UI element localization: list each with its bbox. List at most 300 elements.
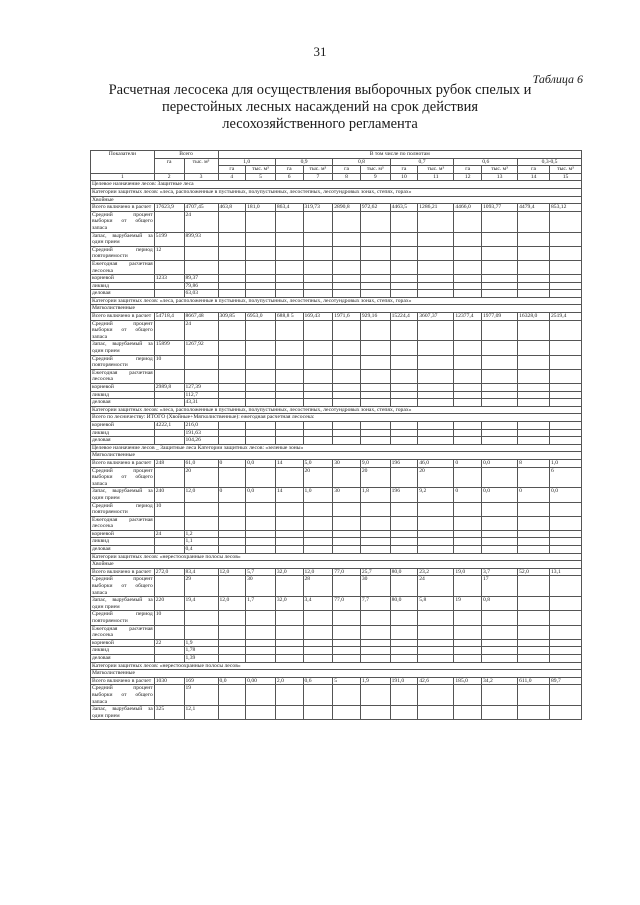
table-cell: 12,0 <box>218 597 246 611</box>
table-cell <box>360 341 390 355</box>
header-density-2: 0,9 <box>275 158 332 166</box>
section-label: Целевое назначение лесов _ Защитные леса Категории защитных лесов: «зеленые зоны» <box>91 444 582 452</box>
table-cell <box>390 290 418 298</box>
table-cell <box>246 355 276 369</box>
table-cell: 1,8 <box>360 488 390 502</box>
section-label: Категории защитных лесов: «нерестоохранные полосы лесов» <box>91 553 582 561</box>
table-cell <box>246 232 276 246</box>
table-cell <box>418 685 454 706</box>
document-title: Расчетная лесосека для осуществления выборочных рубок спелых и перестойных лесных насаждений на срок действия лесохозяйственного регламента <box>108 82 532 132</box>
table-row <box>91 204 582 212</box>
table-cell: 272,0 <box>154 568 184 576</box>
table-cell <box>218 399 246 407</box>
table-cell <box>454 290 482 298</box>
table-cell <box>518 232 550 246</box>
table-cell <box>482 320 518 341</box>
table-cell: 24 <box>418 576 454 597</box>
table-cell <box>246 260 276 274</box>
table-cell <box>454 467 482 488</box>
section-row <box>91 305 582 313</box>
table-cell <box>218 391 246 399</box>
table-cell <box>454 516 482 530</box>
table-cell <box>154 546 184 554</box>
table-cell <box>390 625 418 639</box>
table-cell <box>218 211 246 232</box>
table-cell <box>275 275 303 283</box>
table-row <box>91 391 582 399</box>
table-cell <box>303 546 333 554</box>
table-cell <box>184 516 218 530</box>
table-cell <box>550 530 582 538</box>
table-cell <box>218 625 246 639</box>
table-cell: 127,39 <box>184 384 218 392</box>
table-cell <box>303 516 333 530</box>
table-cell <box>360 516 390 530</box>
section-row <box>91 561 582 569</box>
table-cell <box>550 639 582 647</box>
table-cell <box>275 437 303 445</box>
table-cell: 0,0 <box>550 488 582 502</box>
table-row <box>91 232 582 246</box>
table-cell <box>303 391 333 399</box>
table-cell: 0,0 <box>218 677 246 685</box>
header-unit-volume: тыс. м³ <box>550 166 582 174</box>
table-cell: 191,0 <box>390 677 418 685</box>
table-cell <box>154 538 184 546</box>
table-cell <box>482 538 518 546</box>
table-cell <box>360 275 390 283</box>
table-cell: 1,2 <box>184 530 218 538</box>
table-cell <box>333 611 361 625</box>
table-cell: 12,0 <box>184 488 218 502</box>
table-cell: 1,7 <box>246 597 276 611</box>
table-cell: 3607,37 <box>418 313 454 321</box>
table-cell <box>333 706 361 720</box>
table-row <box>91 369 582 383</box>
table-cell <box>218 647 246 655</box>
table-cell <box>184 355 218 369</box>
table-cell <box>218 516 246 530</box>
row-label: Запас, вырубаемый за один прием <box>92 341 153 355</box>
table-cell <box>518 611 550 625</box>
table-cell <box>454 369 482 383</box>
table-cell: 9,0 <box>360 459 390 467</box>
table-cell <box>418 282 454 290</box>
table-cell: 220 <box>154 597 184 611</box>
table-cell <box>246 647 276 655</box>
row-label: Средний процент выборки от общего запаса <box>92 467 153 487</box>
table-cell <box>390 369 418 383</box>
table-cell <box>154 260 184 274</box>
table-cell <box>218 341 246 355</box>
table-cell <box>454 502 482 516</box>
table-cell <box>218 437 246 445</box>
table-cell <box>390 232 418 246</box>
table-cell <box>246 421 276 429</box>
table-cell: 89,37 <box>184 275 218 283</box>
table-cell <box>303 647 333 655</box>
table-cell <box>418 502 454 516</box>
table-cell: 240 <box>154 488 184 502</box>
table-cell <box>550 232 582 246</box>
column-number: 13 <box>482 173 518 181</box>
table-cell <box>418 647 454 655</box>
table-cell <box>360 399 390 407</box>
table-row <box>91 546 582 554</box>
table-cell <box>518 341 550 355</box>
table-cell <box>360 706 390 720</box>
table-cell <box>418 429 454 437</box>
table-cell: 1233 <box>154 275 184 283</box>
table-cell: 80,0 <box>390 597 418 611</box>
table-cell <box>550 246 582 260</box>
table-row <box>91 488 582 502</box>
section-label: Категории защитных лесов: «леса, расположенные в пустынных, полупустынных, лесостепных, лесотундровых зонах, степях, горах» <box>91 406 582 414</box>
table-cell <box>482 341 518 355</box>
row-label: корневой <box>91 384 155 392</box>
column-number: 1 <box>91 173 155 181</box>
table-cell <box>482 530 518 538</box>
table-cell <box>518 369 550 383</box>
table-cell: 12 <box>154 246 184 260</box>
table-cell <box>360 232 390 246</box>
table-cell <box>482 290 518 298</box>
table-cell <box>333 246 361 260</box>
table-cell <box>333 546 361 554</box>
table-cell <box>246 611 276 625</box>
table-cell <box>303 369 333 383</box>
table-cell <box>550 685 582 706</box>
table-cell <box>333 320 361 341</box>
header-unit-ha: га <box>275 166 303 174</box>
table-cell <box>246 639 276 647</box>
table-cell: 19,4 <box>184 597 218 611</box>
table-cell <box>275 654 303 662</box>
header-total-volume: тыс. м³ <box>184 158 218 173</box>
table-cell <box>154 320 184 341</box>
table-cell <box>518 625 550 639</box>
table-cell: 112,7 <box>184 391 218 399</box>
table-cell <box>418 232 454 246</box>
row-label: корневой <box>91 275 155 283</box>
table-cell <box>360 530 390 538</box>
section-row <box>91 444 582 452</box>
table-cell <box>303 282 333 290</box>
table-cell <box>218 706 246 720</box>
row-label: Всего включено в расчет <box>91 459 155 467</box>
table-cell <box>482 355 518 369</box>
table-cell <box>303 399 333 407</box>
table-cell: 25,7 <box>360 568 390 576</box>
table-cell <box>518 421 550 429</box>
table-cell <box>154 429 184 437</box>
table-cell <box>550 611 582 625</box>
row-label: Средний период повторяемости <box>92 246 153 260</box>
row-label: корневой <box>91 639 155 647</box>
section-row <box>91 553 582 561</box>
table-cell <box>218 369 246 383</box>
table-cell <box>275 421 303 429</box>
table-cell <box>550 290 582 298</box>
table-cell <box>184 625 218 639</box>
table-cell <box>333 639 361 647</box>
table-cell <box>454 260 482 274</box>
header-total-ha: га <box>154 158 184 173</box>
header-unit-volume: тыс. м³ <box>246 166 276 174</box>
table-cell <box>390 654 418 662</box>
table-cell <box>390 685 418 706</box>
header-unit-volume: тыс. м³ <box>360 166 390 174</box>
column-number: 2 <box>154 173 184 181</box>
table-cell: 1030 <box>154 677 184 685</box>
table-cell: 929,16 <box>360 313 390 321</box>
table-cell <box>333 275 361 283</box>
table-cell <box>418 355 454 369</box>
table-cell: 30 <box>246 576 276 597</box>
table-cell <box>154 391 184 399</box>
table-row <box>91 530 582 538</box>
row-label: Средний период повторяемости <box>92 355 153 369</box>
table-cell <box>390 275 418 283</box>
table-row <box>91 516 582 530</box>
header-indicators: Показатели <box>91 151 155 174</box>
section-row <box>91 181 582 189</box>
table-cell <box>275 576 303 597</box>
table-cell <box>550 576 582 597</box>
table-cell <box>550 355 582 369</box>
table-cell <box>275 685 303 706</box>
row-label: ликвид <box>91 647 155 655</box>
header-unit-ha: га <box>333 166 361 174</box>
table-cell <box>246 275 276 283</box>
table-cell <box>454 706 482 720</box>
table-row <box>91 706 582 720</box>
table-cell <box>246 706 276 720</box>
table-cell <box>303 685 333 706</box>
table-cell <box>390 421 418 429</box>
table-cell: 1,9 <box>360 677 390 685</box>
table-cell: 1977,09 <box>482 313 518 321</box>
table-cell <box>550 437 582 445</box>
table-cell <box>518 467 550 488</box>
column-number: 8 <box>333 173 361 181</box>
table-cell: 46,0 <box>418 459 454 467</box>
table-cell <box>218 320 246 341</box>
table-cell: 688,8 5 <box>275 313 303 321</box>
table-cell <box>418 246 454 260</box>
table-cell <box>184 369 218 383</box>
table-cell <box>246 625 276 639</box>
table-cell: 196 <box>390 459 418 467</box>
table-cell: 9,2 <box>418 488 454 502</box>
table-cell <box>390 516 418 530</box>
table-cell <box>418 260 454 274</box>
table-cell <box>303 341 333 355</box>
table-cell <box>154 467 184 488</box>
table-cell: 24 <box>154 530 184 538</box>
header-unit-ha: га <box>218 166 246 174</box>
table-cell <box>518 546 550 554</box>
table-cell <box>390 502 418 516</box>
table-cell: 1,1 <box>184 538 218 546</box>
table-cell <box>550 211 582 232</box>
table-cell <box>418 639 454 647</box>
table-row <box>91 313 582 321</box>
row-label: Запас, вырубаемый за один прием <box>92 706 153 719</box>
table-row <box>91 421 582 429</box>
table-cell <box>518 597 550 611</box>
table-cell: 319,73 <box>303 204 333 212</box>
table-cell <box>390 211 418 232</box>
table-cell: 5,8 <box>418 597 454 611</box>
table-cell <box>246 429 276 437</box>
table-cell: 12377,4 <box>454 313 482 321</box>
table-cell <box>418 625 454 639</box>
table-cell <box>275 320 303 341</box>
table-cell <box>518 639 550 647</box>
table-cell: 169 <box>184 677 218 685</box>
row-label: корневой <box>91 421 155 429</box>
table-cell: 248 <box>154 459 184 467</box>
table-cell <box>454 538 482 546</box>
table-cell <box>303 260 333 274</box>
table-cell <box>550 391 582 399</box>
table-cell <box>390 429 418 437</box>
table-cell: 13,1 <box>550 568 582 576</box>
table-cell <box>246 502 276 516</box>
table-cell <box>333 260 361 274</box>
table-cell <box>518 685 550 706</box>
column-number: 10 <box>390 173 418 181</box>
table-row <box>91 611 582 625</box>
table-cell <box>333 355 361 369</box>
table-cell: 2890,8 <box>333 204 361 212</box>
table-row <box>91 355 582 369</box>
table-cell <box>154 576 184 597</box>
table-row <box>91 290 582 298</box>
table-row <box>91 246 582 260</box>
table-cell <box>275 232 303 246</box>
table-cell: 24 <box>184 320 218 341</box>
table-cell <box>360 320 390 341</box>
table-cell <box>246 246 276 260</box>
table-cell <box>482 611 518 625</box>
table-cell <box>154 516 184 530</box>
table-row <box>91 677 582 685</box>
table-cell <box>275 502 303 516</box>
table-cell <box>333 399 361 407</box>
table-cell: 52,0 <box>518 568 550 576</box>
table-cell <box>360 437 390 445</box>
table-cell <box>418 437 454 445</box>
table-row <box>91 320 582 341</box>
table-cell <box>550 282 582 290</box>
table-cell <box>218 639 246 647</box>
table-cell <box>333 502 361 516</box>
table-cell <box>360 611 390 625</box>
table-cell: 19 <box>454 597 482 611</box>
table-cell: 32,0 <box>275 597 303 611</box>
table-row <box>91 341 582 355</box>
table-cell <box>360 391 390 399</box>
table-cell <box>303 211 333 232</box>
table-cell <box>550 421 582 429</box>
table-cell <box>454 429 482 437</box>
table-cell <box>482 421 518 429</box>
table-cell <box>518 246 550 260</box>
table-cell <box>360 639 390 647</box>
section-label: Целевое назначение лесов: Защитные леса <box>91 181 582 189</box>
table-cell <box>303 384 333 392</box>
table-row <box>91 625 582 639</box>
table-cell <box>218 502 246 516</box>
table-cell <box>218 246 246 260</box>
table-cell <box>454 611 482 625</box>
table-cell <box>390 391 418 399</box>
section-label: Категории защитных лесов: «нерестоохранные полосы лесов» <box>91 662 582 670</box>
table-cell <box>218 384 246 392</box>
table-cell: 2519,4 <box>550 313 582 321</box>
table-cell: 17623,9 <box>154 204 184 212</box>
table-cell <box>360 290 390 298</box>
table-cell <box>454 576 482 597</box>
table-cell <box>246 320 276 341</box>
table-cell <box>418 369 454 383</box>
column-number: 15 <box>550 173 582 181</box>
table-row <box>91 275 582 283</box>
table-cell <box>333 341 361 355</box>
table-label: Таблица 6 <box>532 72 583 86</box>
table-cell <box>303 625 333 639</box>
table-cell: 0,0 <box>246 459 276 467</box>
table-cell <box>550 546 582 554</box>
row-label: Всего включено в расчет <box>91 204 155 212</box>
table-cell: 5,7 <box>246 568 276 576</box>
table-cell <box>360 246 390 260</box>
table-cell <box>275 611 303 625</box>
row-label: деловая <box>91 399 155 407</box>
table-cell <box>454 647 482 655</box>
table-cell <box>275 647 303 655</box>
table-cell <box>333 429 361 437</box>
table-cell: 22 <box>154 639 184 647</box>
table-cell <box>184 260 218 274</box>
table-row <box>91 384 582 392</box>
table-cell <box>418 211 454 232</box>
table-cell: 6953,0 <box>246 313 276 321</box>
table-cell <box>303 246 333 260</box>
table-cell <box>482 282 518 290</box>
header-density-1: 1,0 <box>218 158 275 166</box>
table-cell <box>275 246 303 260</box>
column-number: 5 <box>246 173 276 181</box>
table-cell: 12,1 <box>184 706 218 720</box>
table-cell: 1971,6 <box>333 313 361 321</box>
table-cell: 196 <box>390 488 418 502</box>
table-cell <box>454 399 482 407</box>
table-cell <box>390 576 418 597</box>
table-cell: 29 <box>184 576 218 597</box>
table-row <box>91 437 582 445</box>
table-cell <box>390 282 418 290</box>
table-cell <box>333 211 361 232</box>
table-cell: 10 <box>154 502 184 516</box>
table-cell <box>454 211 482 232</box>
table-cell <box>482 275 518 283</box>
table-cell <box>360 384 390 392</box>
table-cell <box>303 421 333 429</box>
table-cell <box>184 502 218 516</box>
